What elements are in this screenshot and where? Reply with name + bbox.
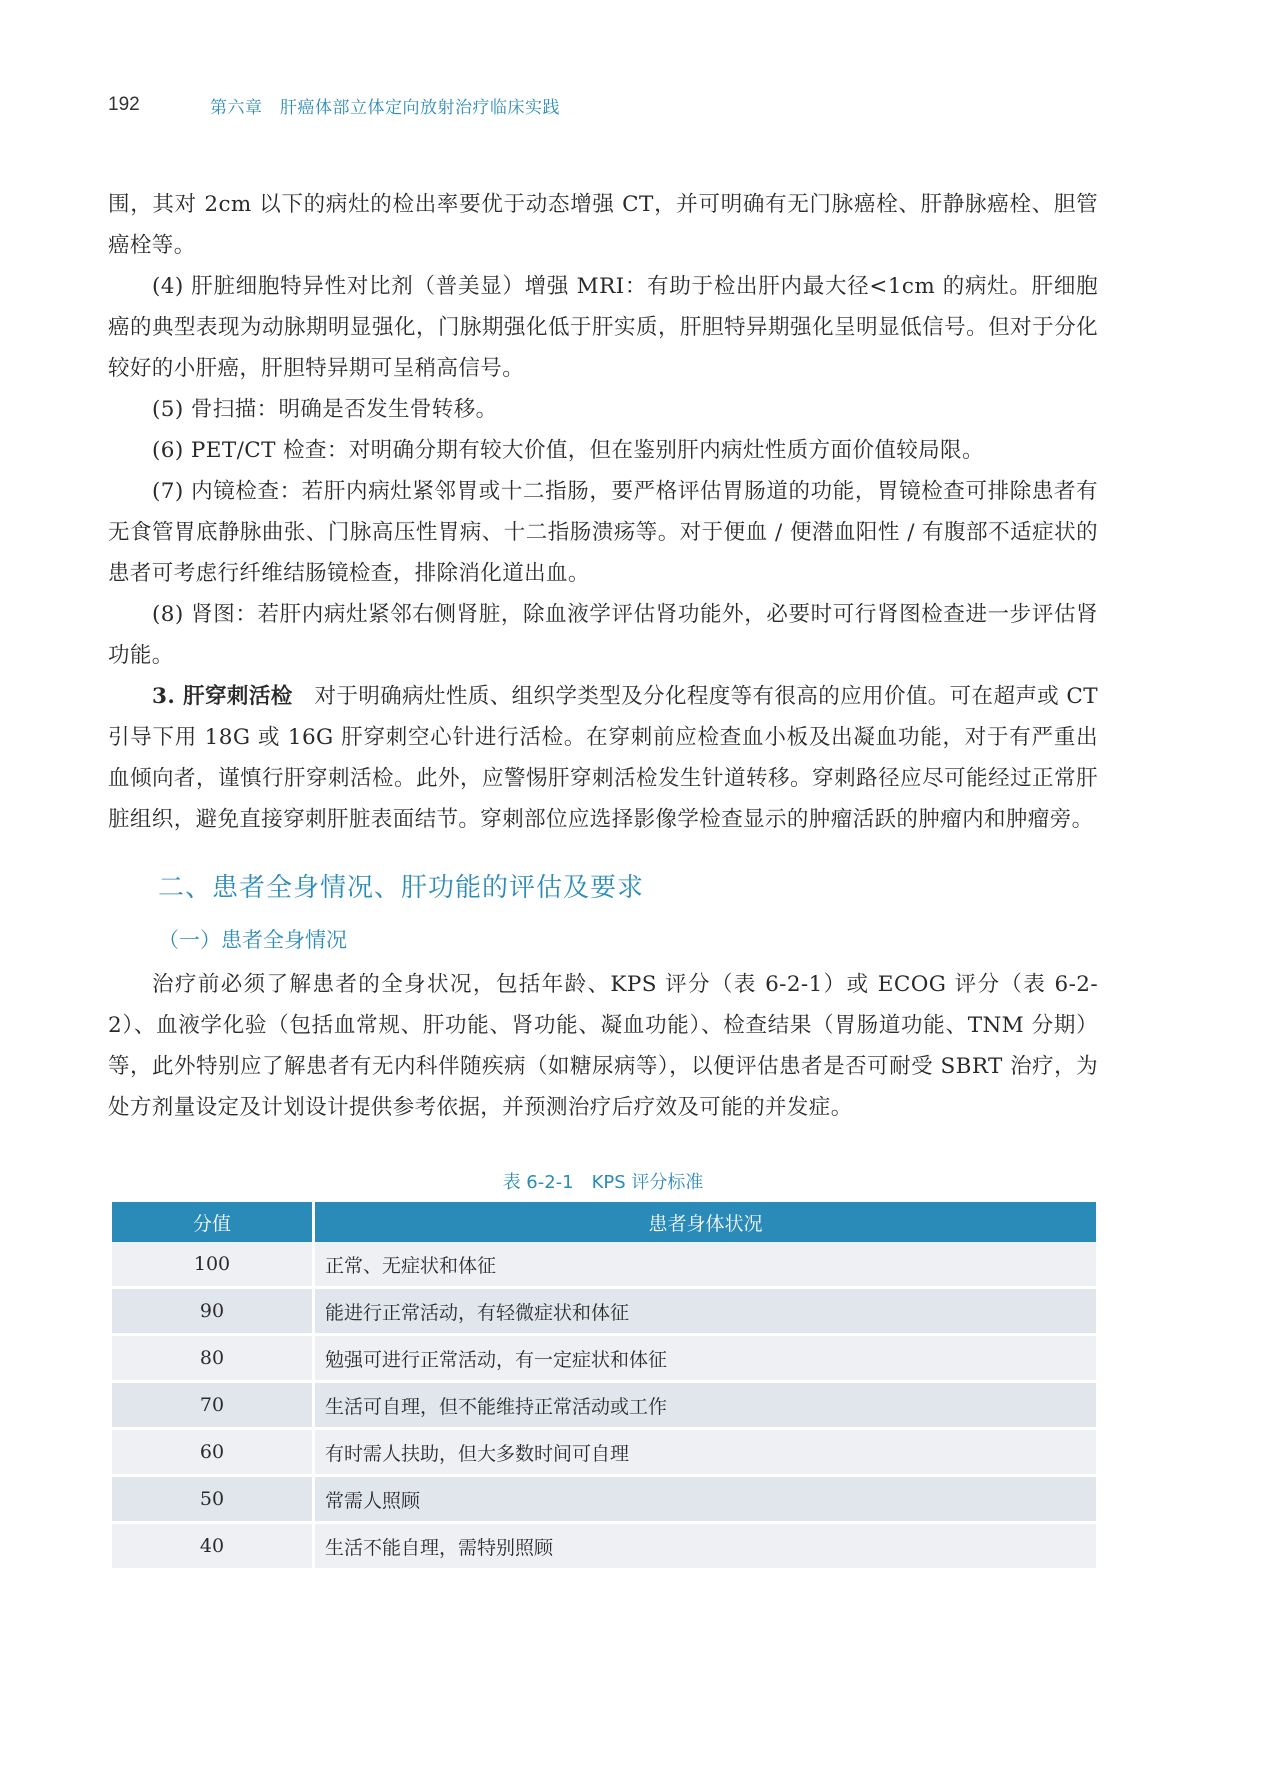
status-cell: 勉强可进行正常活动，有一定症状和体征 xyxy=(315,1336,1096,1383)
chapter-title: 第六章 肝癌体部立体定向放射治疗临床实践 xyxy=(210,97,560,118)
score-cell: 100 xyxy=(112,1242,315,1289)
paragraph-renogram: (8) 肾图：若肝内病灶紧邻右侧肾脏，除血液学评估肾功能外，必要时可行肾图检查进一步评估肾功能。 xyxy=(108,602,1098,668)
score-cell: 80 xyxy=(112,1336,315,1383)
paragraph-endoscopy: (7) 内镜检查：若肝内病灶紧邻胃或十二指肠，要严格评估胃肠道的功能，胃镜检查可排除患者有无食管胃底静脉曲张、门脉高压性胃病、十二指肠溃疡等。对于便血 / 便潜血阳性 / 有腹部不适症状的患者可考虑行纤维结肠镜检查，排除消化道出血。 xyxy=(108,479,1098,586)
column-header-status: 患者身体状况 xyxy=(315,1202,1096,1242)
score-cell: 50 xyxy=(112,1477,315,1524)
status-cell: 正常、无症状和体征 xyxy=(315,1242,1096,1289)
page-header xyxy=(108,90,560,120)
subsection-heading: （一）患者全身情况 xyxy=(158,928,347,952)
page-body xyxy=(108,184,1098,1571)
table-row xyxy=(112,1336,1096,1383)
table-row xyxy=(112,1289,1096,1336)
page-number: 192 xyxy=(108,94,140,115)
status-cell: 有时需人扶助，但大多数时间可自理 xyxy=(315,1430,1096,1477)
liver-biopsy-text: 对于明确病灶性质、组织学类型及分化程度等有很高的应用价值。可在超声或 CT 引导下用 18G 或 16G 肝穿刺空心针进行活检。在穿刺前应检查血小板及出凝血功能，对于有严重出血倾向者，谨慎行肝穿刺活检。此外，应警惕肝穿刺活检发生针道转移。穿刺路径应尽可能经过正常肝脏组织，避免直接穿刺肝脏表面结节。穿刺部位应选择影像学检查显示的肿瘤活跃的肿瘤内和肿瘤旁。 xyxy=(108,684,1098,832)
paragraph-bone-scan: (5) 骨扫描：明确是否发生骨转移。 xyxy=(152,397,498,422)
score-cell: 60 xyxy=(112,1430,315,1477)
status-cell: 能进行正常活动，有轻微症状和体征 xyxy=(315,1289,1096,1336)
score-cell: 70 xyxy=(112,1383,315,1430)
paragraph-continuation: 围，其对 2cm 以下的病灶的检出率要优于动态增强 CT，并可明确有无门脉癌栓、肝静脉癌栓、胆管癌栓等。 xyxy=(108,192,1098,258)
paragraph-pet-ct: (6) PET/CT 检查：对明确分期有较大价值，但在鉴别肝内病灶性质方面价值较局限。 xyxy=(152,438,984,463)
status-cell: 生活不能自理，需特别照顾 xyxy=(315,1524,1096,1571)
score-cell: 90 xyxy=(112,1289,315,1336)
paragraph-mri-contrast: (4) 肝脏细胞特异性对比剂（普美显）增强 MRI：有助于检出肝内最大径<1cm 的病灶。肝细胞癌的典型表现为动脉期明显强化，门脉期强化低于肝实质，肝胆特异期强化呈明显低信号。但对于分化较好的小肝癌，肝胆特异期可呈稍高信号。 xyxy=(108,274,1098,381)
table-row xyxy=(112,1242,1096,1289)
section-heading: 二、患者全身情况、肝功能的评估及要求 xyxy=(158,873,645,903)
table-header-row xyxy=(112,1202,1096,1242)
kps-table xyxy=(112,1202,1096,1571)
score-cell: 40 xyxy=(112,1524,315,1571)
liver-biopsy-heading: 3. 肝穿刺活检 xyxy=(152,684,293,709)
table-row xyxy=(112,1430,1096,1477)
table-row xyxy=(112,1477,1096,1524)
status-cell: 常需人照顾 xyxy=(315,1477,1096,1524)
status-cell: 生活可自理，但不能维持正常活动或工作 xyxy=(315,1383,1096,1430)
table-caption: 表 6-2-1 KPS 评分标准 xyxy=(502,1172,704,1193)
paragraph-liver-biopsy xyxy=(108,676,1098,840)
table-row xyxy=(112,1383,1096,1430)
column-header-score: 分值 xyxy=(112,1202,315,1242)
table-row xyxy=(112,1524,1096,1571)
paragraph-general-status: 治疗前必须了解患者的全身状况，包括年龄、KPS 评分（表 6-2-1）或 ECOG 评分（表 6-2-2）、血液学化验（包括血常规、肝功能、肾功能、凝血功能）、检查结果（胃肠道功能、TNM 分期）等，此外特别应了解患者有无内科伴随疾病（如糖尿病等），以便评估患者是否可耐受 SBRT 治疗，为处方剂量设定及计划设计提供参考依据，并预测治疗后疗效及可能的并发症。 xyxy=(108,972,1098,1120)
